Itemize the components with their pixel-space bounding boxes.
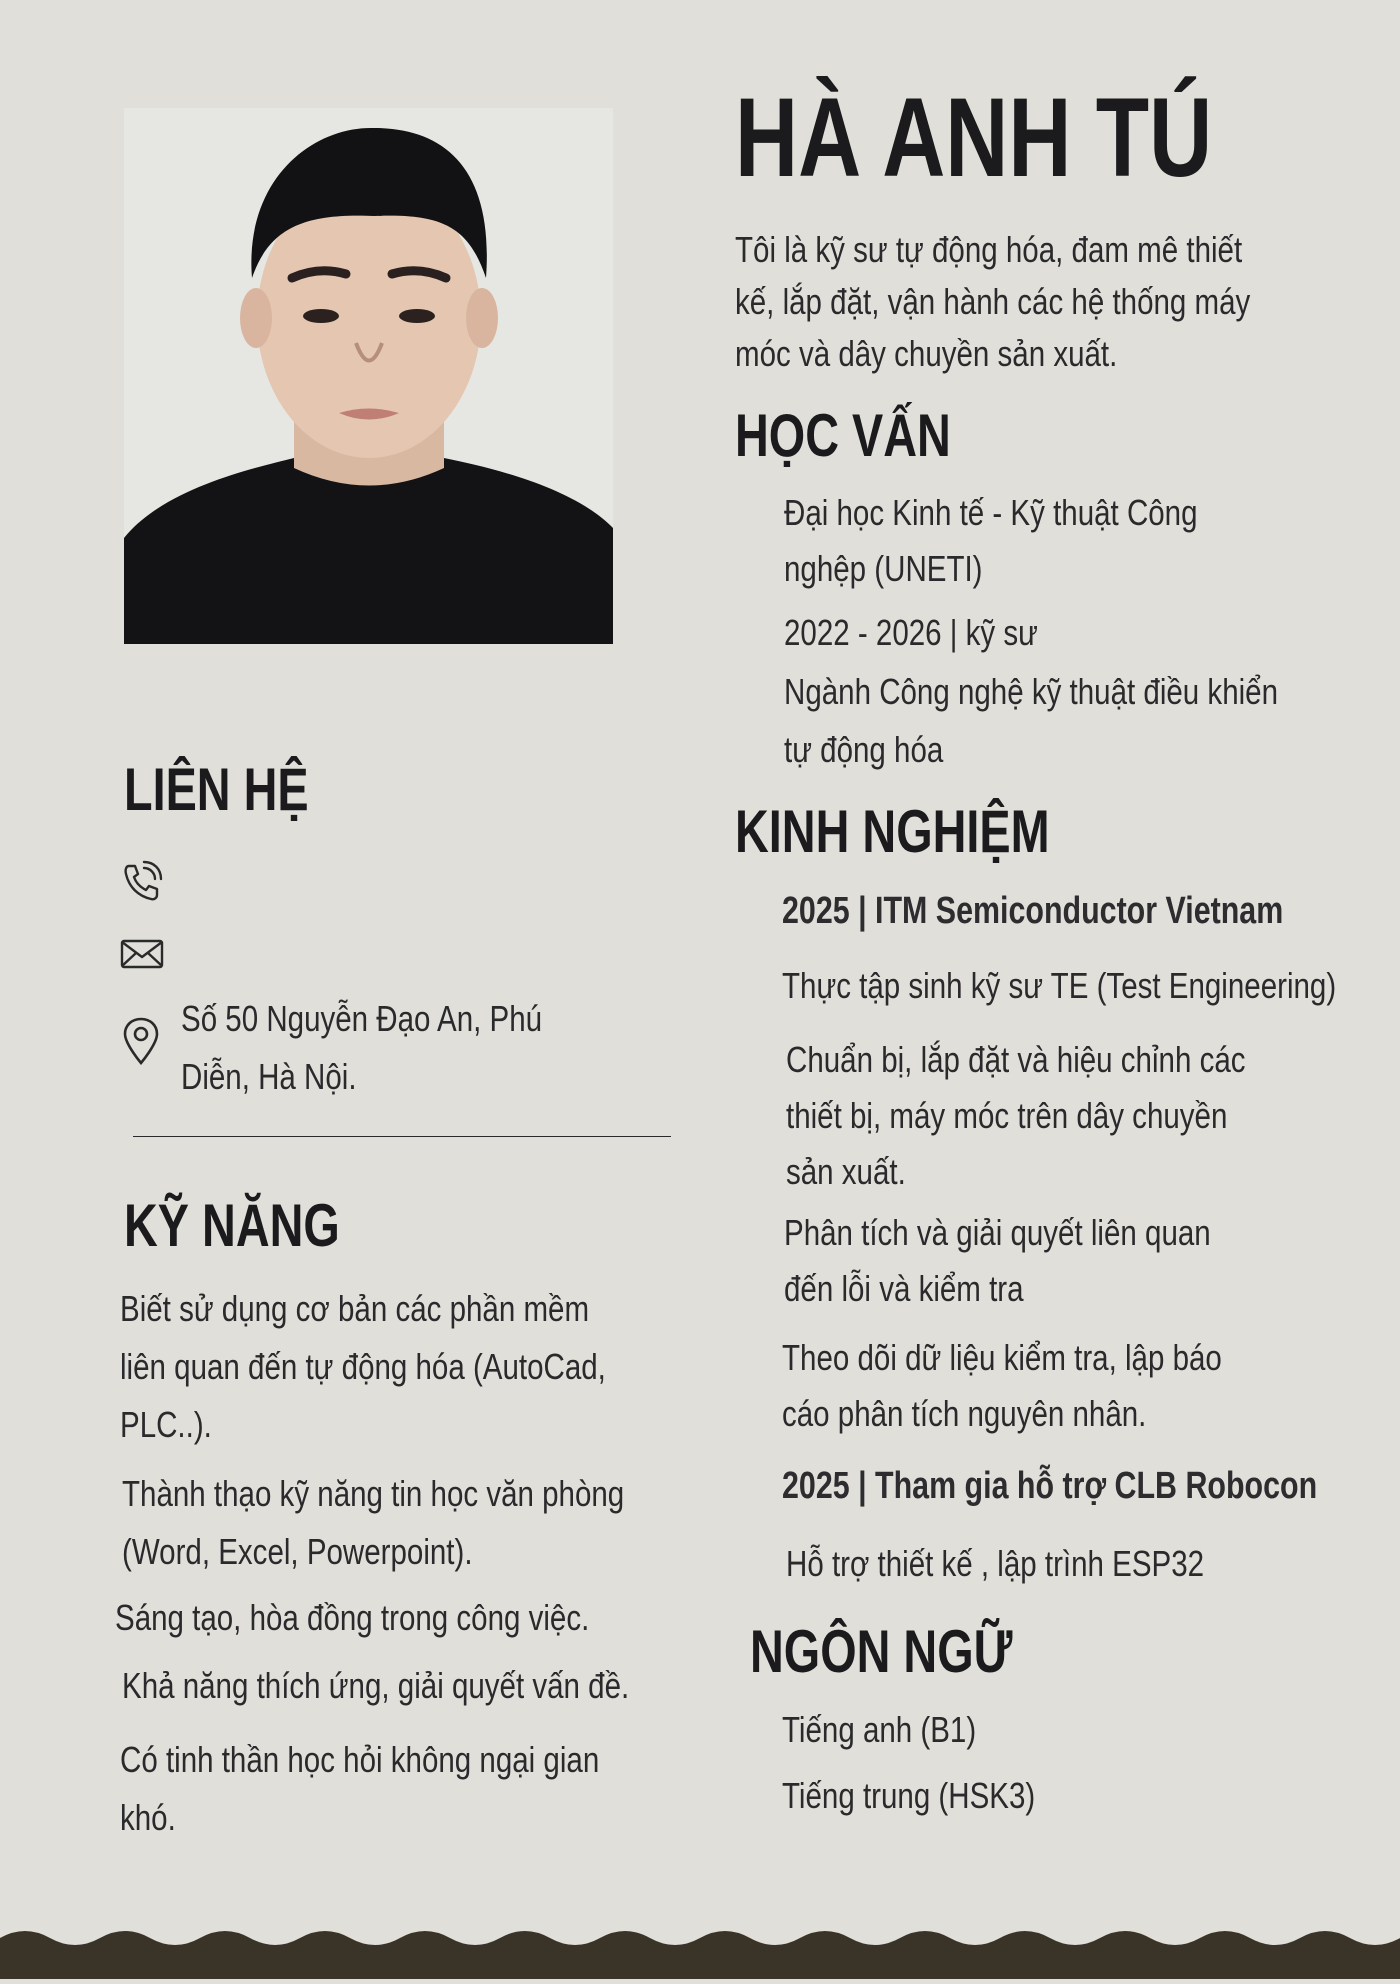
education-years: 2022 - 2026 | kỹ sư — [784, 612, 1038, 653]
footer-wave-shape — [0, 1931, 1400, 1979]
skill-line: khó. — [120, 1797, 176, 1838]
experience-heading: KINH NGHIỆM — [735, 798, 1050, 865]
summary — [735, 224, 1363, 380]
footer-wave — [0, 1916, 1400, 1979]
education-major: Ngành Công nghệ kỹ thuật điều khiển — [784, 671, 1278, 712]
skill-line: liên quan đến tự động hóa (AutoCad, — [120, 1346, 606, 1387]
mail-icon — [120, 938, 164, 970]
school-name: nghệp (UNETI) — [784, 548, 983, 589]
skill-line: Thành thạo kỹ năng tin học văn phòng — [122, 1473, 625, 1514]
language-item: Tiếng anh (B1) — [782, 1709, 977, 1750]
person-name: HÀ ANH TÚ — [735, 75, 1213, 200]
education-heading: HỌC VẤN — [735, 402, 951, 469]
language-item: Tiếng trung (HSK3) — [782, 1775, 1036, 1816]
address-line: Số 50 Nguyễn Đạo An, Phú — [181, 998, 543, 1039]
job-duties — [786, 1032, 1346, 1200]
contact-heading: LIÊN HỆ — [124, 756, 309, 823]
job-duties — [782, 1330, 1318, 1442]
skill-block — [120, 1280, 713, 1454]
skill-line: PLC..). — [120, 1404, 212, 1445]
duty-line: cáo phân tích nguyên nhân. — [782, 1393, 1147, 1434]
duty-line: Hỗ trợ thiết kế , lập trình ESP32 — [786, 1543, 1205, 1584]
divider — [133, 1136, 671, 1137]
address-line: Diễn, Hà Nội. — [181, 1056, 357, 1097]
summary-line: Tôi là kỹ sư tự động hóa, đam mê thiết — [735, 229, 1243, 270]
portrait-image — [124, 108, 613, 644]
language-list — [782, 1697, 1091, 1829]
skill-line: Sáng tạo, hòa đồng trong công việc. — [115, 1597, 590, 1638]
duty-line: thiết bị, máy móc trên dây chuyền — [786, 1095, 1228, 1136]
skills-heading: KỸ NĂNG — [124, 1192, 340, 1259]
skill-block — [122, 1465, 734, 1581]
job-title: 2025 | Tham gia hỗ trợ CLB Robocon — [782, 1465, 1318, 1507]
skill-line: (Word, Excel, Powerpoint). — [122, 1531, 473, 1572]
languages-heading: NGÔN NGỮ — [750, 1618, 1013, 1685]
skill-line: Biết sử dụng cơ bản các phần mềm — [120, 1288, 590, 1329]
skill-block — [120, 1731, 704, 1847]
education-details — [784, 485, 1386, 779]
school-name: Đại học Kinh tế - Kỹ thuật Công — [784, 492, 1198, 533]
summary-line: kế, lắp đặt, vận hành các hệ thống máy — [735, 281, 1251, 322]
duty-line: Chuẩn bị, lắp đặt và hiệu chỉnh các — [786, 1039, 1246, 1080]
duty-line: Theo dõi dữ liệu kiểm tra, lập báo — [782, 1337, 1222, 1378]
profile-photo — [124, 108, 613, 644]
address — [181, 990, 621, 1106]
job-duties — [784, 1205, 1304, 1317]
location-pin-icon — [121, 1016, 161, 1066]
duty-line: đến lỗi và kiểm tra — [784, 1268, 1024, 1309]
summary-line: móc và dây chuyền sản xuất. — [735, 333, 1118, 374]
job-title: 2025 | ITM Semiconductor Vietnam — [782, 890, 1284, 932]
skill-line: Có tinh thần học hỏi không ngại gian — [120, 1739, 600, 1780]
skill-line: Khả năng thích ứng, giải quyết vấn đề. — [122, 1665, 630, 1706]
duty-line: sản xuất. — [786, 1151, 906, 1192]
duty-line: Phân tích và giải quyết liên quan — [784, 1212, 1211, 1253]
education-major: tự động hóa — [784, 729, 944, 770]
phone-icon — [120, 860, 164, 906]
job-role: Thực tập sinh kỹ sư TE (Test Engineering) — [782, 965, 1337, 1006]
